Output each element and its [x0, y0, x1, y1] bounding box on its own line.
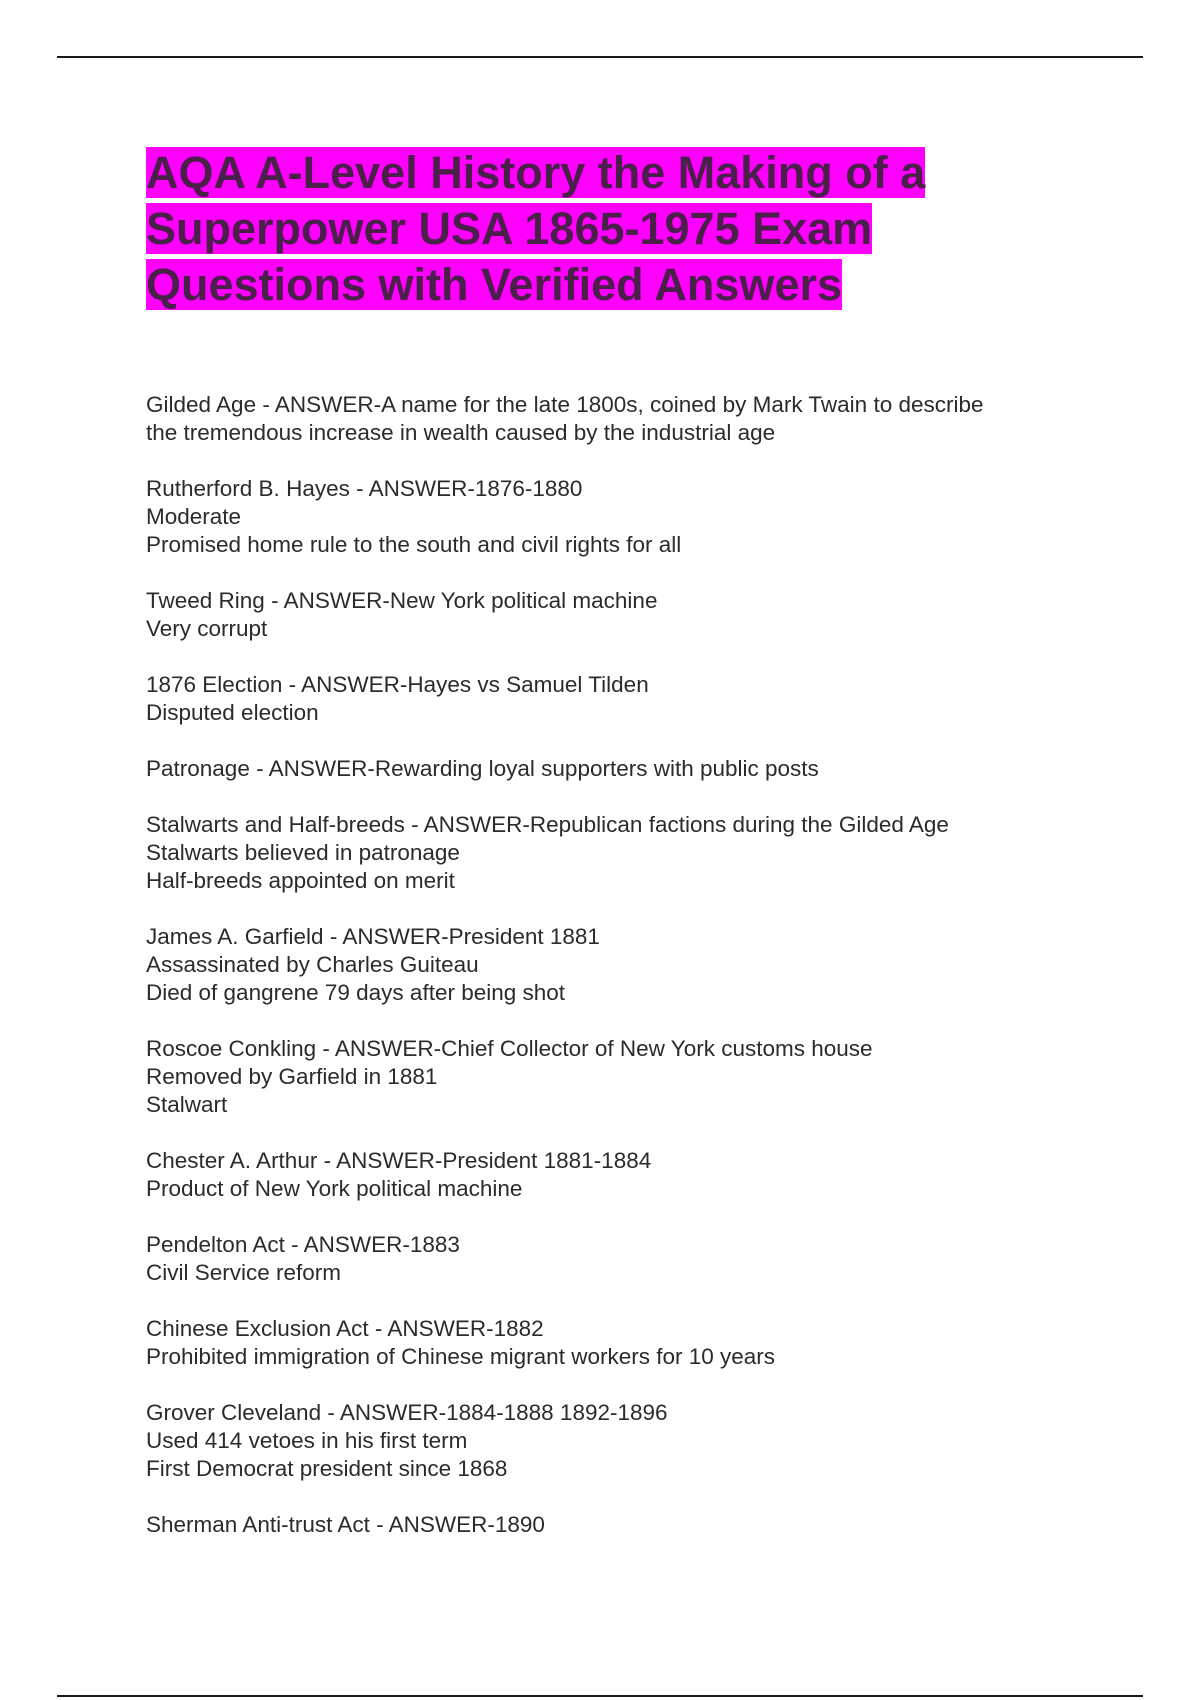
- qa-entry: [146, 1035, 1086, 1119]
- qa-entry-answer-line: Half-breeds appointed on merit: [146, 868, 455, 893]
- qa-entry: [146, 1315, 1086, 1371]
- qa-entry-question-line: Roscoe Conkling - ANSWER-Chief Collector of New York customs house: [146, 1036, 873, 1061]
- document-title: [146, 145, 1086, 313]
- page-bottom-rule: [57, 1695, 1143, 1697]
- qa-entry: [146, 587, 1086, 643]
- qa-entry: [146, 391, 1086, 447]
- document-title-text: AQA A-Level History the Making of a Superpower USA 1865-1975 Exam Questions with Verified Answers: [146, 147, 926, 310]
- qa-entry: [146, 1231, 1086, 1287]
- qa-entry: [146, 1147, 1086, 1203]
- qa-entry-answer-line: Prohibited immigration of Chinese migrant workers for 10 years: [146, 1344, 776, 1369]
- qa-entry-answer-line: First Democrat president since 1868: [146, 1456, 508, 1481]
- qa-entry: [146, 1511, 1086, 1539]
- qa-entry-answer-line: Removed by Garfield in 1881: [146, 1064, 438, 1089]
- qa-entry: [146, 1399, 1086, 1483]
- qa-entry: [146, 475, 1086, 559]
- qa-entry-answer-line: Moderate: [146, 504, 242, 529]
- qa-entry-answer-line: Promised home rule to the south and civil rights for all: [146, 532, 682, 557]
- qa-entry: [146, 811, 1086, 895]
- qa-entry: [146, 671, 1086, 727]
- qa-entry-question-line: Rutherford B. Hayes - ANSWER-1876-1880: [146, 476, 583, 501]
- qa-entry: [146, 923, 1086, 1007]
- qa-entry-answer-line: Stalwart: [146, 1092, 228, 1117]
- page-top-rule: [57, 56, 1143, 58]
- qa-entry-answer-line: the tremendous increase in wealth caused by the industrial age: [146, 420, 776, 445]
- qa-entry-question-line: Stalwarts and Half-breeds - ANSWER-Republican factions during the Gilded Age: [146, 812, 949, 837]
- qa-entry-question-line: Chinese Exclusion Act - ANSWER-1882: [146, 1316, 544, 1341]
- qa-entry-question-line: Grover Cleveland - ANSWER-1884-1888 1892-1896: [146, 1400, 668, 1425]
- qa-entry-answer-line: Used 414 vetoes in his first term: [146, 1428, 468, 1453]
- qa-entry-question-line: Tweed Ring - ANSWER-New York political machine: [146, 588, 658, 613]
- qa-entry-answer-line: Very corrupt: [146, 616, 268, 641]
- qa-entry-question-line: Chester A. Arthur - ANSWER-President 1881-1884: [146, 1148, 652, 1173]
- qa-entry-answer-line: Product of New York political machine: [146, 1176, 523, 1201]
- qa-entry-answer-line: Assassinated by Charles Guiteau: [146, 952, 479, 977]
- qa-entry-answer-line: Stalwarts believed in patronage: [146, 840, 460, 865]
- qa-entry-question-line: James A. Garfield - ANSWER-President 1881: [146, 924, 600, 949]
- qa-entry-question-line: Sherman Anti-trust Act - ANSWER-1890: [146, 1512, 545, 1537]
- qa-entry-question-line: 1876 Election - ANSWER-Hayes vs Samuel Tilden: [146, 672, 649, 697]
- qa-entry-list: [146, 391, 1086, 1539]
- qa-entry-question-line: Pendelton Act - ANSWER-1883: [146, 1232, 460, 1257]
- qa-entry-answer-line: Civil Service reform: [146, 1260, 342, 1285]
- qa-entry-question-line: Gilded Age - ANSWER-A name for the late 1800s, coined by Mark Twain to describe: [146, 392, 984, 417]
- qa-entry-answer-line: Disputed election: [146, 700, 319, 725]
- qa-entry-question-line: Patronage - ANSWER-Rewarding loyal supporters with public posts: [146, 756, 819, 781]
- qa-entry: [146, 755, 1086, 783]
- qa-entry-answer-line: Died of gangrene 79 days after being shot: [146, 980, 566, 1005]
- document-page-content: [146, 145, 1086, 1567]
